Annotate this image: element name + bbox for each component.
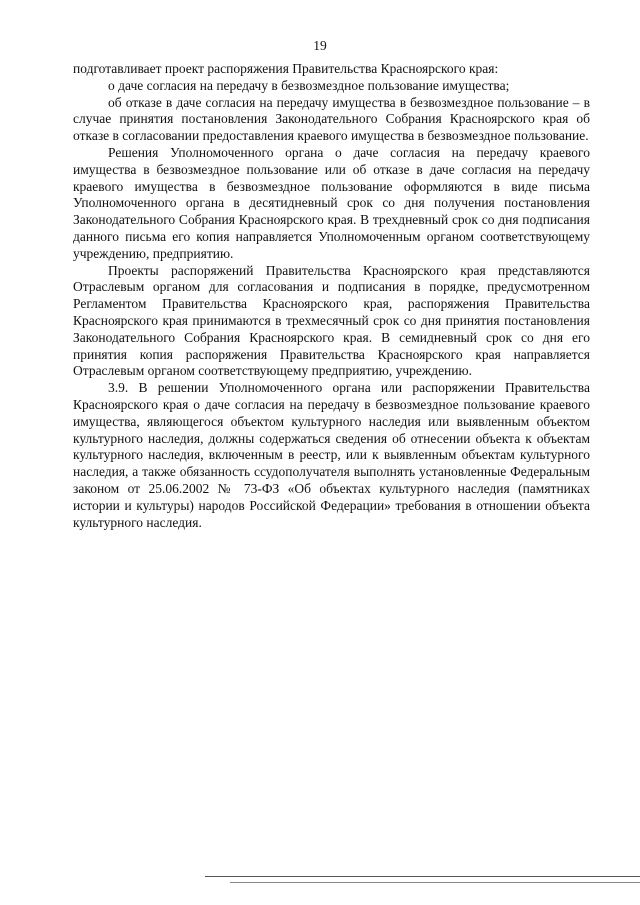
scan-edge-line — [205, 876, 640, 877]
page-number: 19 — [313, 38, 327, 53]
paragraph-government-orders: Проекты распоряжений Правительства Красноярского края представляются Отраслевым органом для согласования и подписания в порядке, предусмотренном Регламентом Правительства Красноярского края, распоряжения Правительства Красноярского края принимаются в трехмесячный срок со дня принятия постановления Законодательного Собрания Красноярского края. В семидневный срок со дня его принятия копия распоряжения Правительства Красноярского края направляется Отраслевым органом соответствующему предприятию, учреждению. — [73, 262, 590, 379]
document-body — [73, 61, 590, 531]
paragraph-section-3-9: 3.9. В решении Уполномоченного органа или распоряжении Правительства Красноярского края о даче согласия на передачу в безвозмездное пользование краевого имущества, являющегося объектом культурного наследия или выявленным объектом культурного наследия, должны содержаться сведения об отнесении объекта к объектам культурного наследия, включенным в реестр, или к выявленным объектам культурного наследия, а также обязанность ссудополучателя выполнять установленные Федеральным законом от 25.06.2002 № 73-ФЗ «Об объектах культурного наследия (памятниках истории и культуры) народов Российской Федерации» требования в отношении объекта культурного наследия. — [73, 380, 590, 530]
paragraph-authorized-body-decisions: Решения Уполномоченного органа о даче согласия на передачу краевого имущества в безвозмездное пользование или об отказе в даче согласия на передачу краевого имущества в безвозмездное пользование оформляются в виде письма Уполномоченного органа в десятидневный срок со дня получения постановления Законодательного Собрания Красноярского края. В трехдневный срок со дня подписания данного письма его копия направляется Уполномоченным органом соответствующему учреждению, предприятию. — [73, 144, 590, 261]
paragraph-consent-item: о даче согласия на передачу в безвозмездное пользование имущества; — [108, 77, 510, 93]
scan-edge-line — [230, 882, 640, 883]
paragraph-continuation: подготавливает проект распоряжения Правительства Красноярского края: — [73, 61, 499, 76]
paragraph-refusal-item: об отказе в даче согласия на передачу имущества в безвозмездное пользование – в случае принятия постановления Законодательного Собрания Красноярского края об отказе в согласовании предоставления краевого имущества в безвозмездное пользование. — [73, 94, 590, 144]
